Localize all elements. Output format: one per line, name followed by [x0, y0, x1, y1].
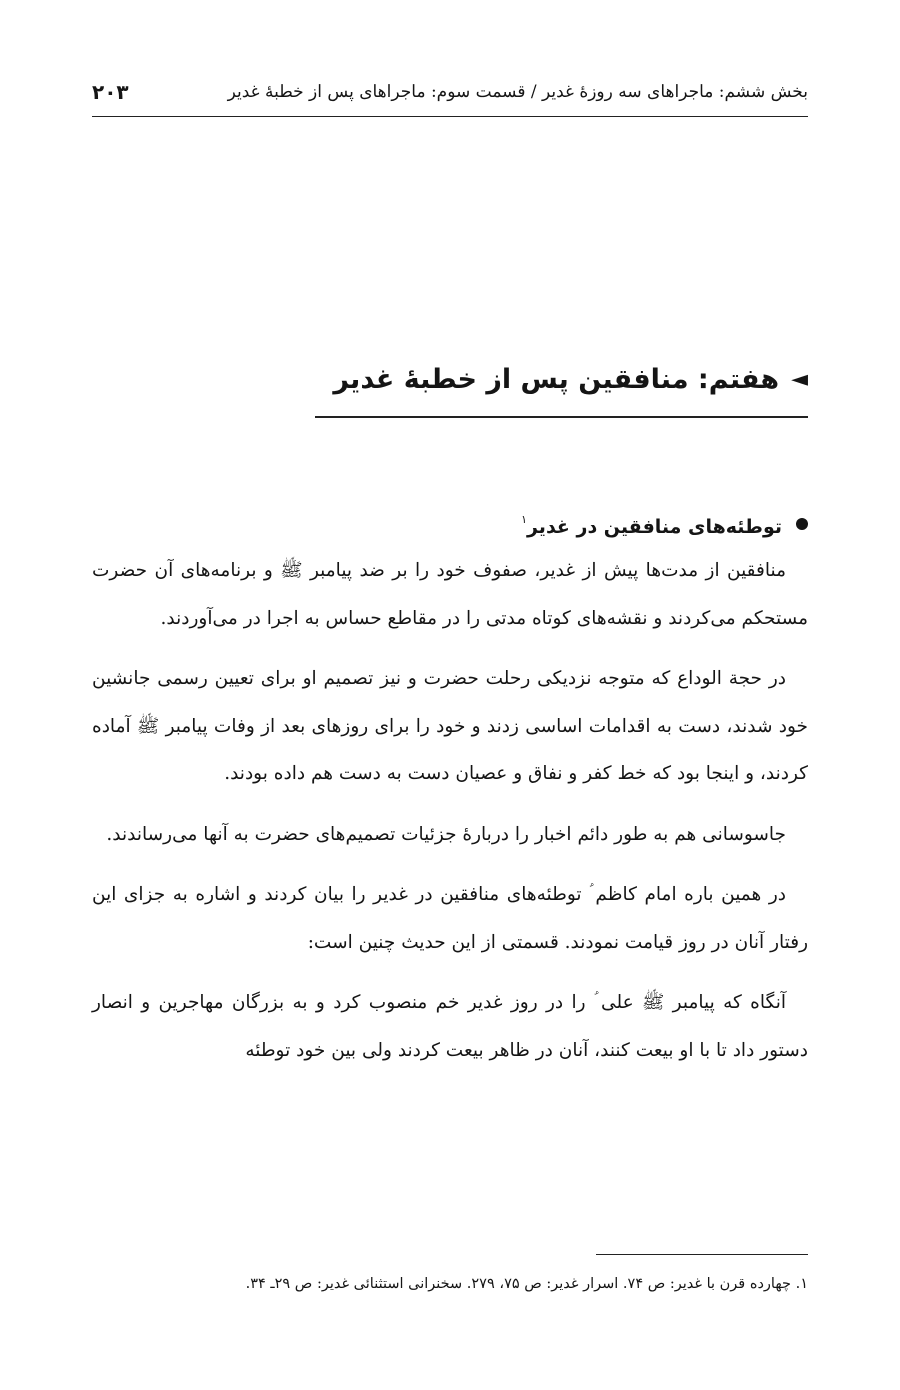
- paragraph: در همین باره امام کاظم ؑ توطئه‌های منافقین در غدیر را بیان کردند و اشاره به جزای این رفتار آنان در روز قیامت نمودند. قسمتی از این حدیث چنین است:: [92, 884, 808, 953]
- chapter-title-underline: [315, 416, 808, 418]
- chapter-title-text: هفتم: منافقین پس از خطبهٔ غدیر: [333, 364, 780, 395]
- footnote: ۱. چهارده قرن با غدیر: ص ۷۴. اسرار غدیر: ص ۷۵، ۲۷۹. سخنرانی استثنائی غدیر: ص ۲۹ـ ۳۴.: [245, 1276, 808, 1292]
- chapter-title: [333, 364, 808, 395]
- paragraph: جاسوسانی هم به طور دائم اخبار را دربارهٔ جزئیات تصمیم‌های حضرت به آنها می‌رساندند.: [106, 823, 786, 845]
- triangle-marker-icon: ◄: [791, 366, 808, 392]
- page-number: ۲۰۳: [92, 80, 129, 104]
- running-header-section-path: بخش ششم: ماجراهای سه روزهٔ غدیر / قسمت سوم: ماجراهای پس از خطبهٔ غدیر: [227, 82, 808, 102]
- section-heading-text: توطئه‌های منافقین در غدیر: [526, 515, 782, 538]
- bullet-icon: [796, 518, 808, 530]
- body-text: [92, 500, 808, 1087]
- paragraph: آنگاه که پیامبر ﷺ علی ؑ را در روز غدیر خم منصوب کرد و به بزرگان مهاجرین و انصار دستور داد تا با او بیعت کنند، آنان در ظاهر بیعت کردند ولی بین خود توطئه: [92, 992, 808, 1061]
- footnote-divider: [596, 1254, 808, 1255]
- paragraph: منافقین از مدت‌ها پیش از غدیر، صفوف خود را بر ضد پیامبر ﷺ و برنامه‌های آن حضرت مستحکم می‌کردند و نقشه‌های کوتاه مدتی را در مقاطع حساس به اجرا در می‌آوردند.: [92, 560, 808, 629]
- footnote-reference[interactable]: ۱: [521, 512, 527, 526]
- paragraph: در حجة الوداع که متوجه نزدیکی رحلت حضرت و نیز تصمیم او برای تعیین رسمی جانشین خود شدند، دست به اقدامات اساسی زدند و خود را برای روزهای بعد از وفات پیامبر ﷺ آماده کردند، و اینجا بود که خط کفر و نفاق و عصیان دست به دست هم داده بودند.: [92, 668, 808, 784]
- header-divider: [92, 116, 808, 117]
- section-heading: [92, 500, 808, 547]
- running-header: [92, 74, 808, 110]
